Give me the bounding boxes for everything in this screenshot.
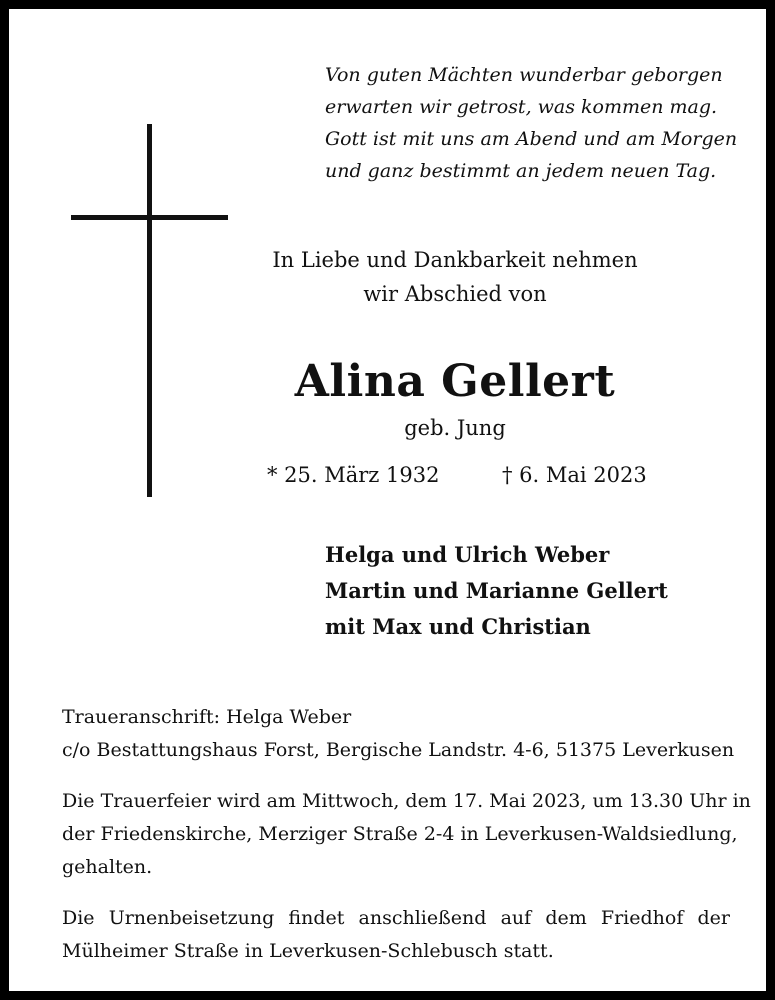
ceremony-line: Die Trauerfeier wird am Mittwoch, dem 17. Mai 2023, um 13.30 Uhr in: [62, 790, 751, 812]
mourner-line: mit Max und Christian: [325, 614, 591, 639]
intro-line: In Liebe und Dankbarkeit nehmen: [272, 248, 638, 272]
ceremony-line: gehalten.: [62, 856, 153, 878]
mourning-address: [62, 701, 735, 767]
ceremony-notice: [62, 785, 751, 884]
cross-icon-vertical-bar: [147, 124, 152, 497]
burial-line: Mülheimer Straße in Leverkusen-Schlebusch statt.: [62, 940, 554, 962]
address-line: Traueranschrift: Helga Weber: [62, 706, 352, 728]
poem-line: erwarten wir getrost, was kommen mag.: [325, 96, 718, 118]
birth-date: * 25. März 1932: [267, 463, 440, 487]
poem-line: Von guten Mächten wunderbar geborgen: [325, 64, 723, 86]
poem: [325, 59, 745, 187]
death-date: † 6. Mai 2023: [502, 463, 647, 487]
mourner-line: Helga und Ulrich Weber: [325, 542, 610, 567]
maiden-name: geb. Jung: [404, 416, 506, 440]
poem-line: und ganz bestimmt an jedem neuen Tag.: [325, 160, 717, 182]
cross-icon-horizontal-bar: [71, 215, 228, 220]
intro-line: wir Abschied von: [363, 282, 547, 306]
mourner-line: Martin und Marianne Gellert: [325, 578, 668, 603]
address-line: c/o Bestattungshaus Forst, Bergische Landstr. 4-6, 51375 Leverkusen: [62, 739, 735, 761]
mourners-list: [325, 537, 668, 645]
burial-notice: [62, 902, 730, 968]
ceremony-line: der Friedenskirche, Merziger Straße 2-4 in Leverkusen-Waldsiedlung,: [62, 823, 738, 845]
intro-text: [245, 243, 665, 311]
burial-line: Die Urnenbeisetzung findet anschließend auf dem Friedhof der: [62, 907, 730, 929]
deceased-name: Alina Gellert: [294, 356, 616, 407]
poem-line: Gott ist mit uns am Abend und am Morgen: [325, 128, 738, 150]
